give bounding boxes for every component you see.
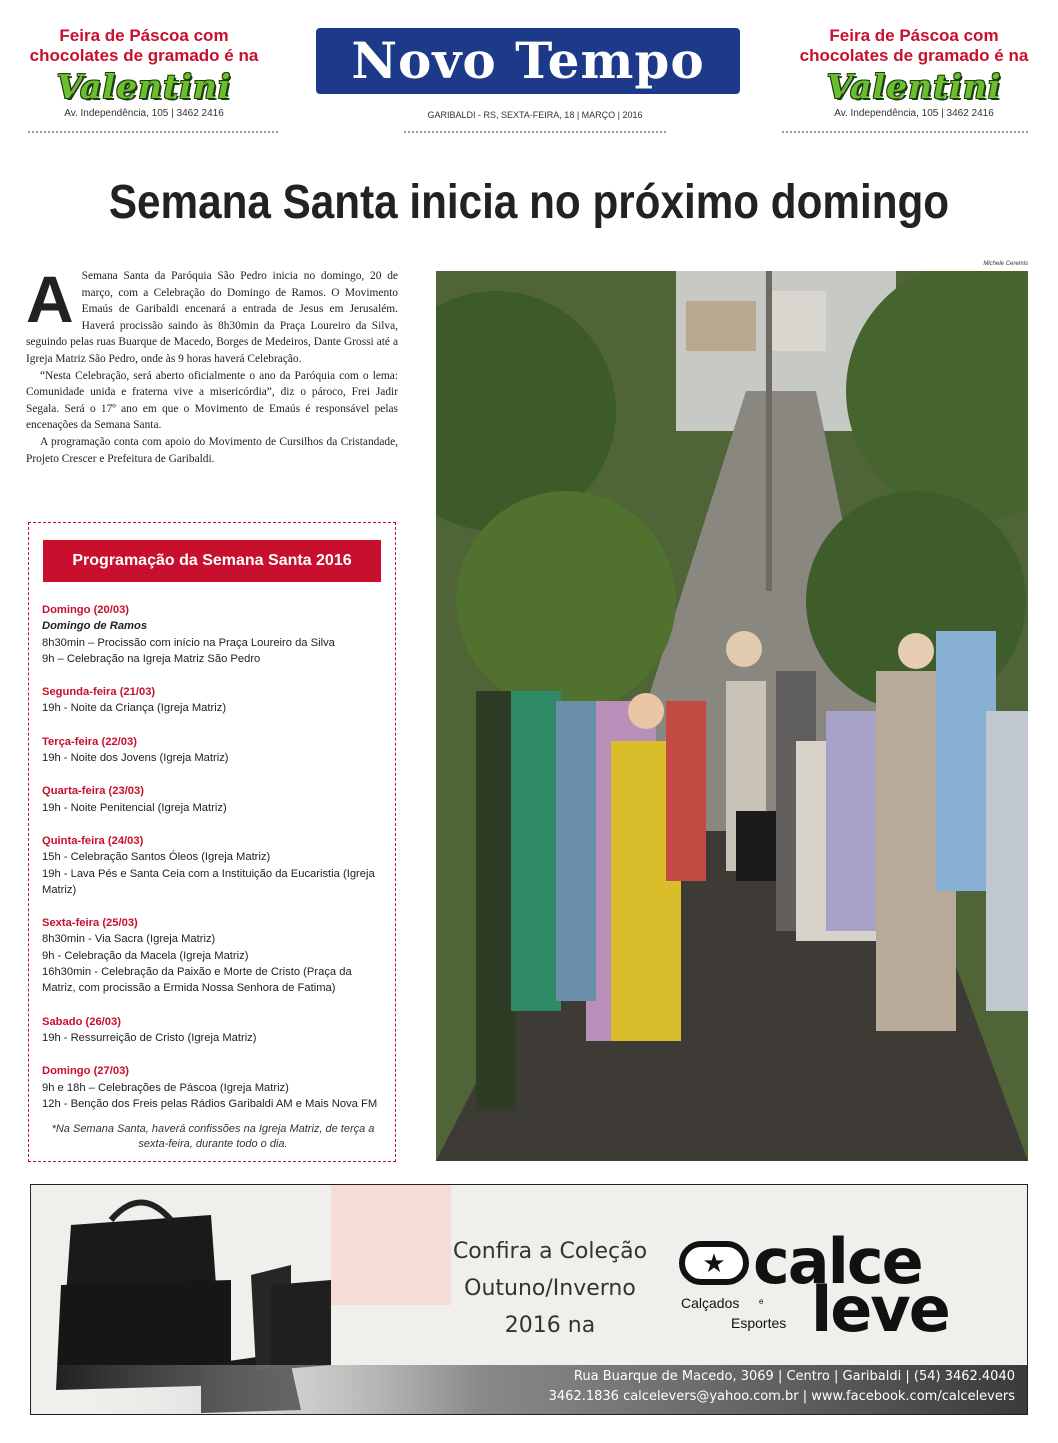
star-icon: ★ — [679, 1241, 749, 1285]
schedule-line: 15h - Celebração Santos Óleos (Igreja Matriz) — [42, 851, 271, 864]
photo-credit: Michele Ceremis — [983, 261, 1028, 267]
program-days — [42, 602, 387, 1129]
day-heading: Quinta-feira (24/03) — [42, 834, 144, 847]
program-day — [42, 1063, 387, 1112]
divider — [782, 131, 1028, 133]
program-day — [42, 684, 387, 717]
day-heading: Quarta-feira (23/03) — [42, 785, 144, 798]
ad-line-1: Feira de Páscoa com — [59, 26, 229, 45]
day-heading: Sabado (26/03) — [42, 1015, 121, 1028]
article-paragraph: A programação conta com apoio do Movimento de Cursilhos da Cristandade, Projeto Crescer e Prefeitura de Garibaldi. — [26, 435, 398, 465]
day-heading: Domingo (20/03) — [42, 604, 130, 616]
schedule-line: 8h30min – Procissão com início na Praça Loureiro da Silva — [42, 636, 335, 649]
ad-line-2: chocolates de gramado é na — [799, 46, 1029, 65]
article-body — [26, 262, 398, 467]
ad-tagline — [435, 1233, 665, 1344]
contact-strip — [31, 1365, 1028, 1415]
contact-email-web[interactable]: 3462.1836 calcelevers@yahoo.com.br | www.facebook.com/calcelevers — [548, 1389, 1015, 1404]
page-header — [0, 0, 1058, 140]
schedule-line: 19h - Ressurreição de Cristo (Igreja Matriz) — [42, 1031, 257, 1044]
calce-leve-logo — [679, 1225, 1019, 1346]
masthead-logo[interactable]: Novo Tempo — [316, 28, 740, 94]
logo-esportes: Esportes — [731, 1315, 787, 1331]
schedule-line: 19h - Noite Penitencial (Igreja Matriz) — [42, 801, 227, 814]
schedule-line: 9h - Celebração da Macela (Igreja Matriz) — [42, 949, 249, 962]
schedule-line: 19h - Noite da Criança (Igreja Matriz) — [42, 702, 227, 715]
article-paragraph: “Nesta Celebração, será aberto oficialmente o ano da Paróquia com o lema: Comunidade unida e fraterna vive a misericórdia”, diz o pároco, Frei Jadir Segala. Será o 17º ano em que o Movimento de Emaús é responsável pelas encenações da Semana Santa. — [26, 369, 398, 432]
logo-e: e — [759, 1297, 764, 1306]
contact-address: Rua Buarque de Macedo, 3069 | Centro | Garibaldi | (54) 3462.4040 — [573, 1369, 1015, 1384]
dateline: GARIBALDI - RS, SEXTA-FEIRA, 18 | MARÇO | 2016 — [427, 110, 643, 120]
program-title: Programação da Semana Santa 2016 — [43, 540, 381, 582]
schedule-line: 9h e 18h – Celebrações de Páscoa (Igreja Matriz) — [42, 1081, 289, 1094]
logo-calcados: Calçados — [681, 1295, 740, 1311]
divider — [404, 131, 666, 133]
tagline-line: 2016 na — [504, 1313, 596, 1338]
program-day — [42, 734, 387, 767]
procession-photo[interactable] — [436, 271, 1028, 1161]
schedule-line: 16h30min - Celebração da Paixão e Morte de Cristo (Praça da Matriz, com procissão a Ermida Nossa Senhora de Fatima) — [42, 966, 352, 995]
schedule-line: 12h - Benção dos Freis pelas Rádios Garibaldi AM e Mais Nova FM — [42, 1097, 378, 1110]
headline: Semana Santa inicia no próximo domingo — [108, 176, 950, 229]
day-heading: Sexta-feira (25/03) — [42, 917, 138, 930]
day-subtitle: Domingo de Ramos — [42, 620, 148, 633]
confession-note: *Na Semana Santa, haverá confissões na Igreja Matriz, de terça a sexta-feira, durante todo o dia. — [51, 1123, 375, 1150]
valentini-ad-right[interactable] — [794, 26, 1034, 119]
ad-address: Av. Independência, 105 | 3462 2416 — [834, 108, 994, 119]
program-day — [42, 915, 387, 996]
article-paragraph: Semana Santa da Paróquia São Pedro inicia no domingo, 20 de março, com a Celebração do Domingo de Ramos. O Movimento Emaús de Garibaldi encenará a entrada de Jesus em Jerusalém. Haverá procissão saindo às 8h30min da Praça Loureiro da Silva, seguindo pelas ruas Buarque de Macedo, Borges de Medeiros, Dante Grossi até a Igreja Matriz São Pedro, onde às 9 horas haverá Celebração. — [26, 270, 398, 365]
schedule-line: 19h - Noite dos Jovens (Igreja Matriz) — [42, 752, 229, 765]
drop-cap: A — [26, 262, 74, 336]
ad-line-2: chocolates de gramado é na — [29, 46, 259, 65]
calce-leve-ad[interactable] — [30, 1184, 1028, 1415]
valentini-logo: Valentini — [826, 67, 1002, 106]
schedule-line: 8h30min - Via Sacra (Igreja Matriz) — [42, 933, 216, 946]
tagline-line: Confira a Coleção — [452, 1239, 648, 1264]
ad-address: Av. Independência, 105 | 3462 2416 — [64, 108, 224, 119]
program-box — [28, 522, 396, 1162]
procession-illustration — [436, 271, 1028, 1161]
logo-leve-text: leve — [811, 1273, 949, 1346]
day-heading: Terça-feira (22/03) — [42, 735, 137, 748]
logo-calce-text: calce — [753, 1225, 922, 1298]
day-heading: Domingo (27/03) — [42, 1065, 130, 1078]
ad-line-1: Feira de Páscoa com — [829, 26, 999, 45]
program-day — [42, 1014, 387, 1047]
schedule-line: 19h - Lava Pés e Santa Ceia com a Instituição da Eucaristia (Igreja Matriz) — [42, 867, 375, 896]
program-day — [42, 602, 387, 667]
divider — [28, 131, 278, 133]
valentini-ad-left[interactable] — [24, 26, 264, 119]
valentini-logo: Valentini — [56, 67, 232, 106]
schedule-line: 9h – Celebração na Igreja Matriz São Pedro — [42, 652, 261, 665]
program-day — [42, 833, 387, 898]
program-day — [42, 783, 387, 816]
day-heading: Segunda-feira (21/03) — [42, 686, 156, 699]
tagline-line: Outuno/Inverno — [464, 1276, 636, 1301]
